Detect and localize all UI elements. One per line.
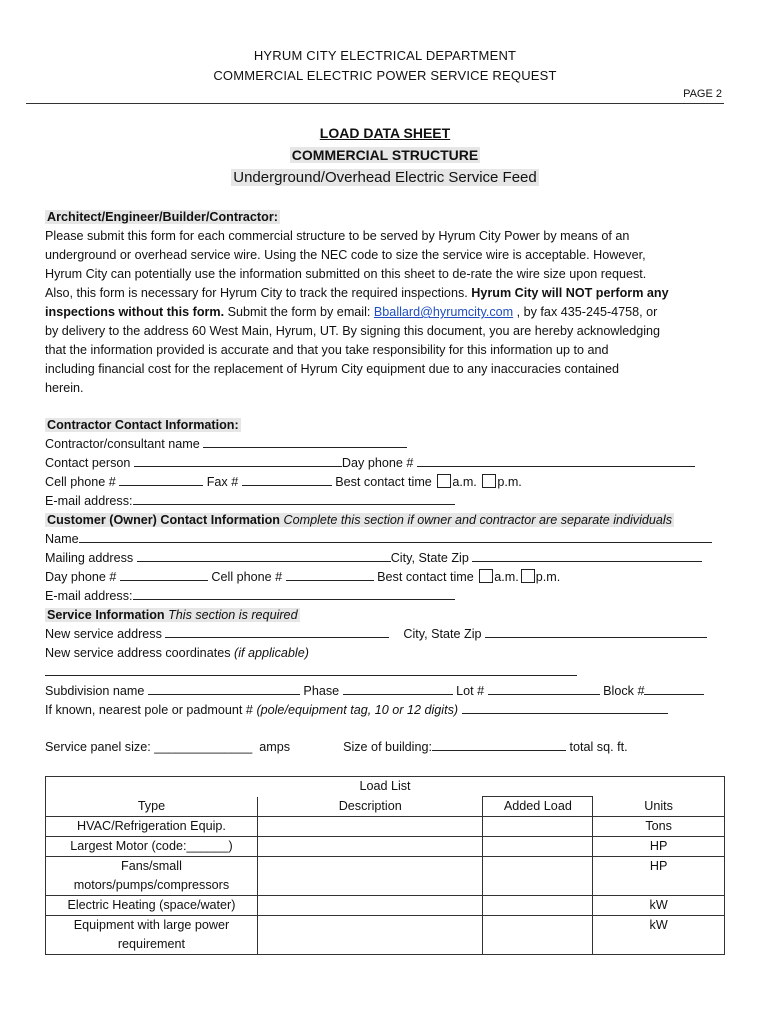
load-type: Fans/small motors/pumps/compressors: [46, 857, 258, 896]
description-cell[interactable]: [257, 916, 483, 955]
pm-checkbox[interactable]: [521, 569, 535, 583]
email-link[interactable]: Bballard@hyrumcity.com: [373, 305, 514, 319]
contractor-fax-field[interactable]: [242, 473, 332, 486]
description-cell[interactable]: [257, 817, 483, 837]
load-type: Electric Heating (space/water): [46, 896, 258, 916]
customer-heading: Customer (Owner) Contact Information Complete this section if owner and contractor are separate individuals: [47, 513, 673, 527]
panel-size-field[interactable]: ______________: [154, 740, 253, 754]
description-cell[interactable]: [257, 837, 483, 857]
sheet-title: LOAD DATA SHEET: [319, 125, 451, 141]
customer-cell-phone-field[interactable]: [286, 568, 374, 581]
column-header: Added Load: [483, 797, 593, 817]
phase-field[interactable]: [343, 682, 453, 695]
contact-person-field[interactable]: [134, 454, 342, 467]
customer-name-field[interactable]: [79, 530, 712, 543]
pole-row: If known, nearest pole or padmount # (pole/equipment tag, 10 or 12 digits): [45, 701, 668, 720]
added-load-cell[interactable]: [483, 896, 593, 916]
lot-field[interactable]: [488, 682, 600, 695]
added-load-cell[interactable]: [483, 837, 593, 857]
contractor-email-row: E-mail address:: [45, 492, 455, 511]
sheet-feed-type: Underground/Overhead Electric Service Feed: [233, 169, 537, 186]
table-row: [46, 916, 725, 955]
block-field[interactable]: [644, 682, 704, 695]
load-type: Largest Motor (code:______): [46, 837, 258, 857]
added-load-cell[interactable]: [483, 857, 593, 896]
contractor-name-row: Contractor/consultant name: [45, 435, 407, 454]
contact-person-row: Contact person Day phone #: [45, 454, 695, 473]
customer-phone-row: Day phone # Cell phone # Best contact time a.m. p.m.: [45, 570, 561, 584]
table-title-row: [46, 777, 725, 797]
description-cell[interactable]: [257, 896, 483, 916]
service-address-field[interactable]: [165, 625, 389, 638]
subdivision-row: Subdivision name Phase Lot # Block #: [45, 682, 704, 701]
service-coords-row: New service address coordinates (if applicable): [45, 646, 309, 660]
service-address-row: New service address City, State Zip: [45, 625, 707, 644]
table-row: [46, 837, 725, 857]
building-size-field[interactable]: [432, 738, 566, 751]
load-units: Tons: [593, 817, 725, 837]
table-header-row: [46, 797, 725, 817]
page-number: PAGE 2: [683, 88, 722, 100]
contractor-heading: Contractor Contact Information:: [47, 418, 239, 432]
intro-line: that the information provided is accurate and that you take responsibility for this information up to and: [45, 343, 609, 357]
subdivision-field[interactable]: [148, 682, 300, 695]
table-row: [46, 817, 725, 837]
customer-day-phone-field[interactable]: [120, 568, 208, 581]
load-units: kW: [593, 896, 725, 916]
load-list-table: [45, 776, 725, 955]
load-list-title: Load List: [46, 777, 725, 797]
load-units: kW: [593, 916, 725, 955]
table-row: [46, 857, 725, 896]
header-divider: [26, 103, 724, 104]
service-heading: Service Information This section is required: [47, 608, 298, 622]
service-coords-field[interactable]: [45, 663, 577, 676]
customer-city-field[interactable]: [472, 549, 702, 562]
am-checkbox[interactable]: [437, 474, 451, 488]
load-type: HVAC/Refrigeration Equip.: [46, 817, 258, 837]
intro-line: Hyrum City can potentially use the information submitted on this sheet to de-rate the wire size upon request.: [45, 267, 647, 281]
sheet-subtitle: COMMERCIAL STRUCTURE: [291, 147, 479, 163]
column-header: Units: [593, 797, 725, 817]
intro-line: underground or overhead service wire. Using the NEC code to size the service wire is acceptable. However,: [45, 248, 646, 262]
table-row: [46, 896, 725, 916]
column-header: Type: [46, 797, 258, 817]
contractor-email-field[interactable]: [133, 492, 455, 505]
contractor-name-field[interactable]: [203, 435, 407, 448]
load-units: HP: [593, 857, 725, 896]
customer-mailing-field[interactable]: [137, 549, 391, 562]
intro-line: including financial cost for the replacement of Hyrum City equipment due to any inaccuracies contained: [45, 362, 620, 376]
column-header: Description: [257, 797, 483, 817]
contractor-day-phone-field[interactable]: [417, 454, 695, 467]
customer-mailing-row: Mailing address City, State Zip: [45, 549, 702, 568]
customer-email-row: E-mail address:: [45, 587, 455, 606]
service-coords-field-row: [45, 663, 577, 682]
customer-email-field[interactable]: [133, 587, 455, 600]
intro-line: by delivery to the address 60 West Main, Hyrum, UT. By signing this document, you are hereby acknowledging: [45, 324, 661, 338]
added-load-cell[interactable]: [483, 916, 593, 955]
description-cell[interactable]: [257, 857, 483, 896]
customer-name-row: Name: [45, 530, 712, 549]
intro-line: Also, this form is necessary for Hyrum City to track the required inspections. Hyrum City will NOT perform any: [45, 286, 669, 300]
contractor-phone-row: Cell phone # Fax # Best contact time a.m. p.m.: [45, 475, 522, 489]
added-load-cell[interactable]: [483, 817, 593, 837]
contractor-cell-phone-field[interactable]: [119, 473, 203, 486]
service-city-field[interactable]: [485, 625, 707, 638]
am-checkbox[interactable]: [479, 569, 493, 583]
header-line-2: COMMERCIAL ELECTRIC POWER SERVICE REQUEST: [213, 68, 557, 83]
panel-size-row: Service panel size: ______________ amps Size of building: total sq. ft.: [45, 740, 628, 754]
intro-line: inspections without this form. Submit the form by email: Bballard@hyrumcity.com , by fax 435-245-4758, or: [45, 305, 658, 319]
load-type: Equipment with large power requirement: [46, 916, 258, 955]
intro-heading: Architect/Engineer/Builder/Contractor:: [47, 210, 278, 224]
intro-line: herein.: [45, 381, 84, 395]
intro-line: Please submit this form for each commercial structure to be served by Hyrum City Power by means of an: [45, 229, 630, 243]
pole-field[interactable]: [462, 701, 668, 714]
load-units: HP: [593, 837, 725, 857]
header-line-1: HYRUM CITY ELECTRICAL DEPARTMENT: [253, 48, 517, 63]
pm-checkbox[interactable]: [482, 474, 496, 488]
